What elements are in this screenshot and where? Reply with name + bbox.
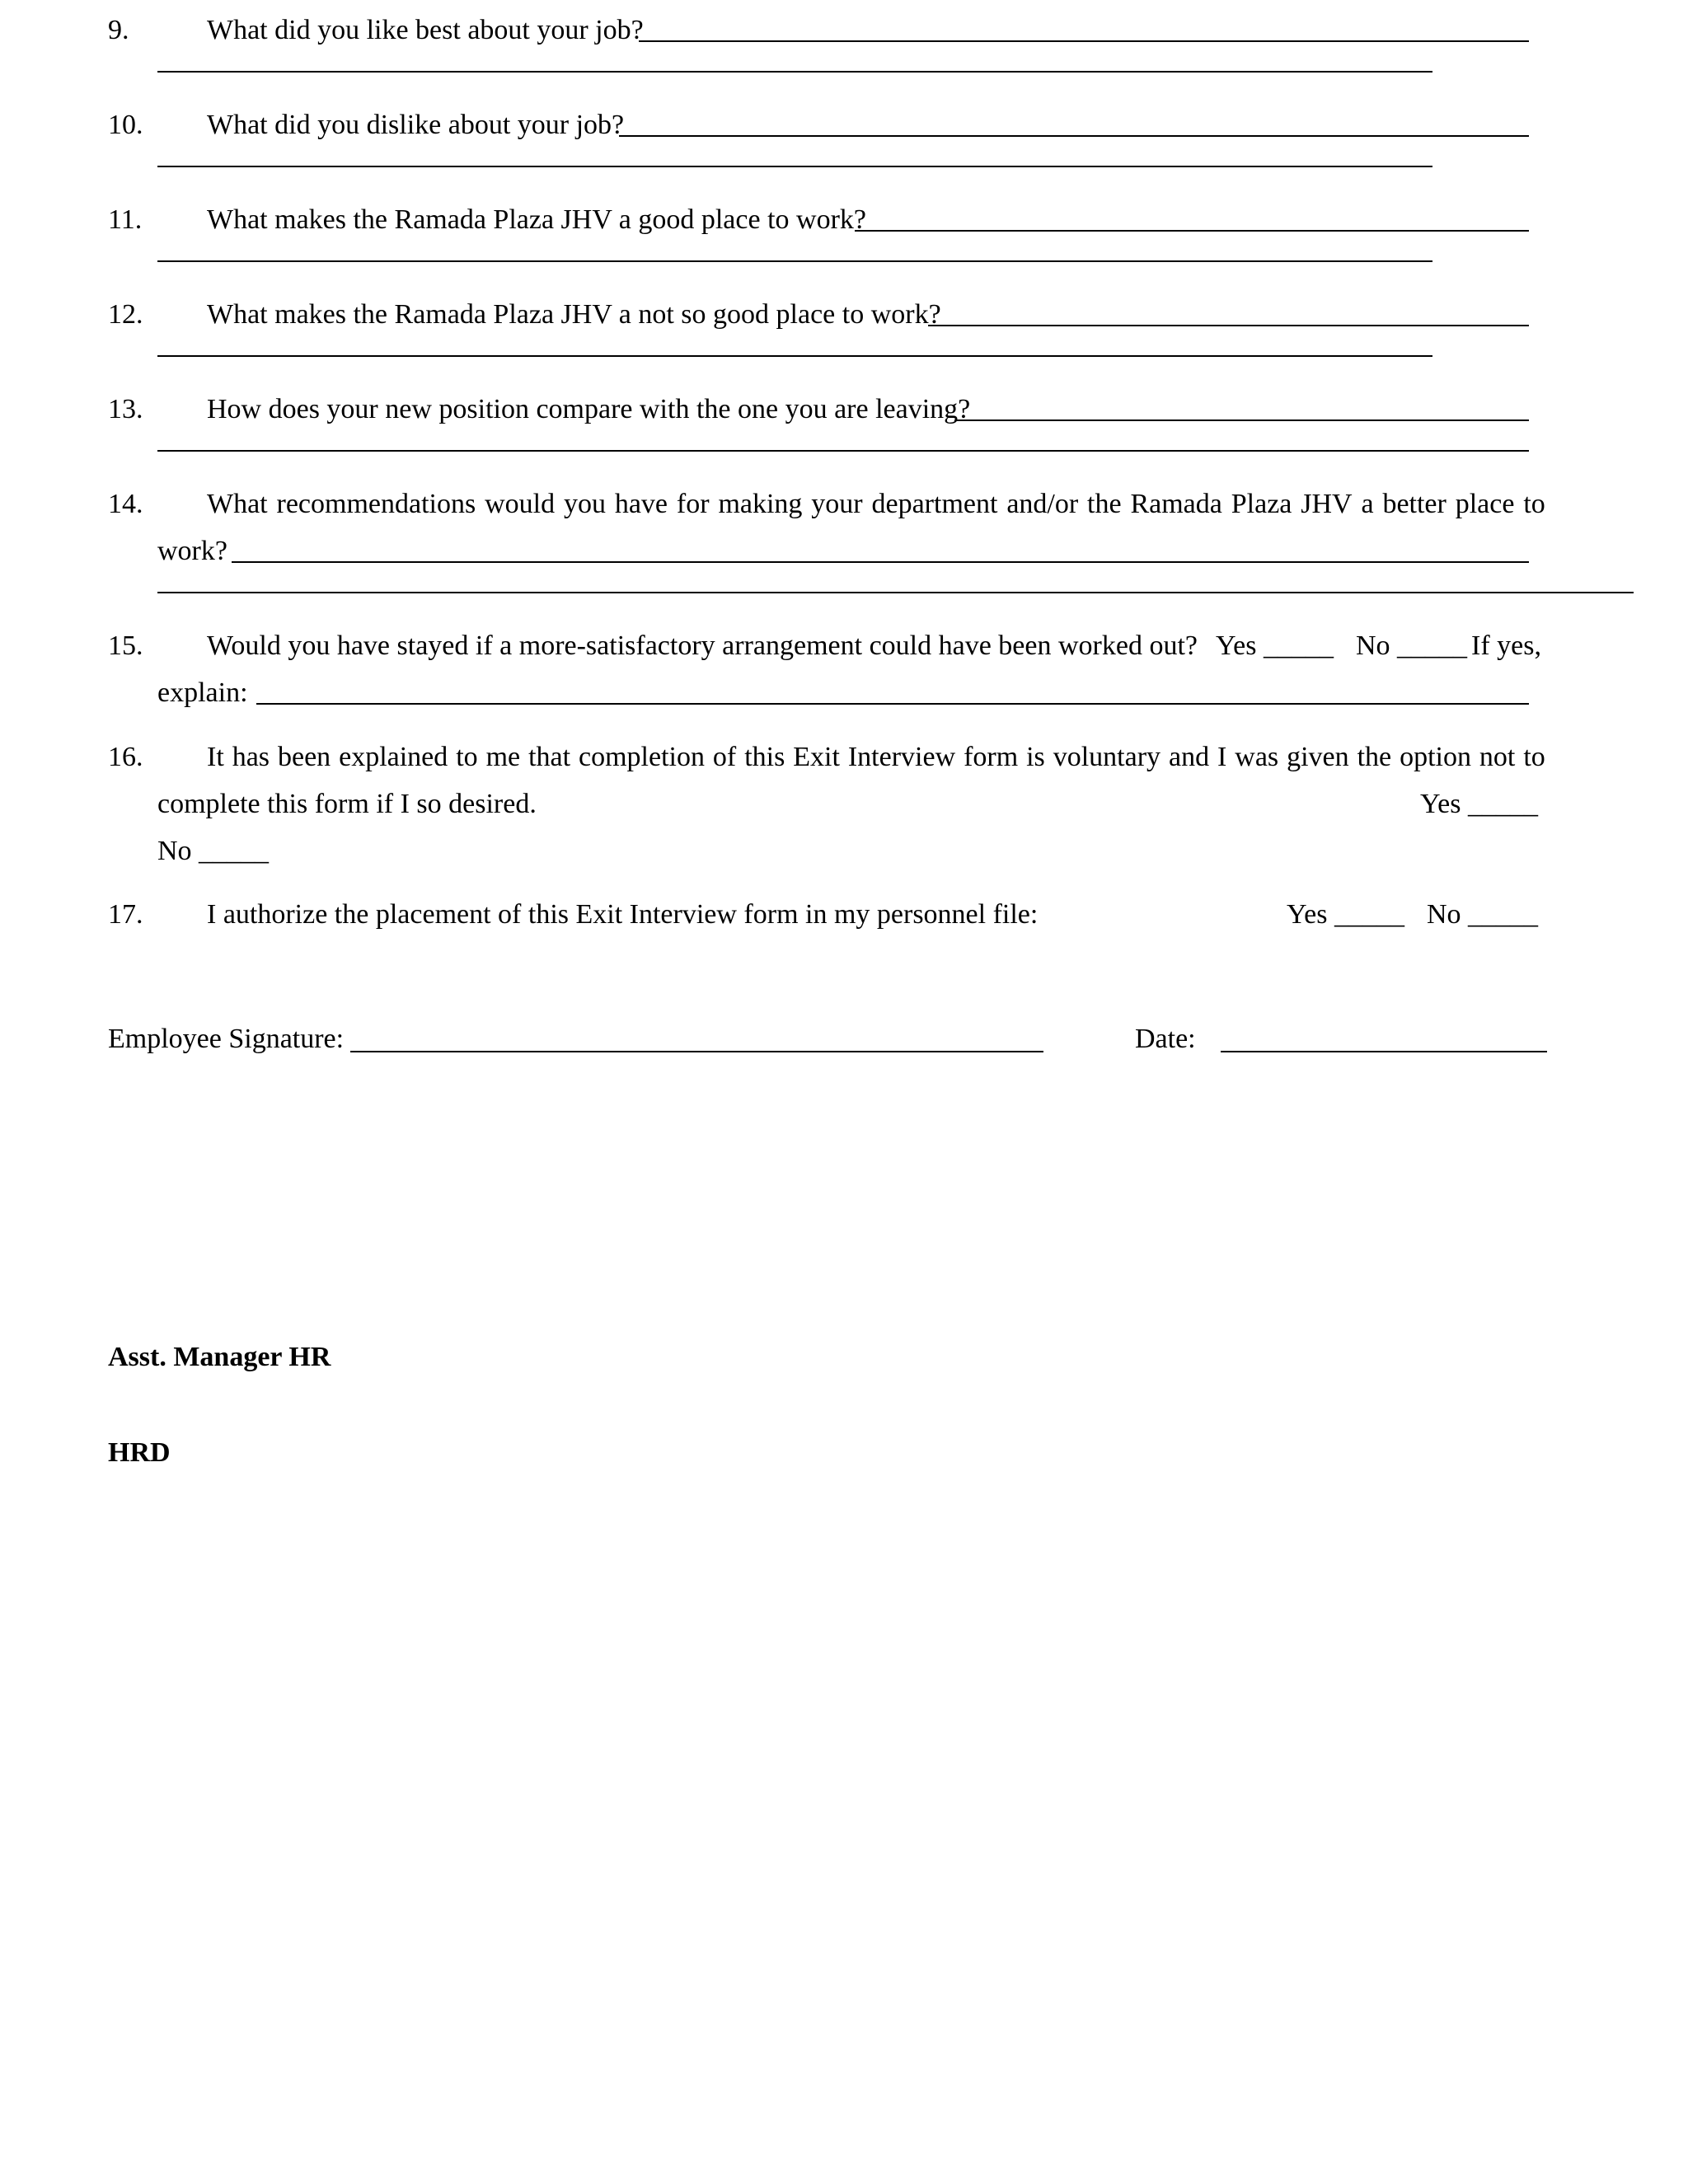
q15-word: could xyxy=(869,630,932,661)
q17-number: 17. xyxy=(108,899,143,930)
q15-word: out? xyxy=(1149,630,1198,661)
q16-word: completion xyxy=(579,742,705,772)
q9-number: 9. xyxy=(108,15,129,45)
q14-word: Plaza xyxy=(1231,489,1292,519)
hrd-label: HRD xyxy=(108,1437,171,1468)
q15-word: stayed xyxy=(396,630,469,661)
q13-answer-line-2[interactable] xyxy=(157,450,1529,452)
q14-text-cont: work? xyxy=(157,536,227,566)
q15-word: a xyxy=(499,630,513,661)
q14-word: Ramada xyxy=(1130,489,1222,519)
q14-word: JHV xyxy=(1301,489,1353,519)
q15-word: if xyxy=(475,630,493,661)
q16-word: this xyxy=(744,742,785,772)
q16-word: I xyxy=(1217,742,1227,772)
q16-word: of xyxy=(712,742,737,772)
q14-word: the xyxy=(1087,489,1122,519)
q14-word: place xyxy=(1455,489,1515,519)
employee-signature-label: Employee Signature: xyxy=(108,1024,345,1054)
q15-if-yes-label: If yes, xyxy=(1471,630,1541,661)
q16-word: option xyxy=(1400,742,1471,772)
q11-number: 11. xyxy=(108,204,143,235)
q12-text: What makes the Ramada Plaza JHV a not so good place to work? xyxy=(207,299,941,330)
q9-text: What did you like best about your job? xyxy=(207,15,644,45)
q15-text xyxy=(207,632,1198,660)
q16-word: been xyxy=(277,742,331,772)
q16-word: me xyxy=(485,742,521,772)
q16-word: to xyxy=(456,742,478,772)
q16-word: form xyxy=(964,742,1019,772)
q10-answer-line-2[interactable] xyxy=(157,166,1432,167)
date-label: Date: xyxy=(1135,1024,1196,1054)
q16-word: to xyxy=(1523,742,1545,772)
asst-manager-hr-label: Asst. Manager HR xyxy=(108,1342,331,1372)
q17-text: I authorize the placement of this Exit Interview form in my personnel file: xyxy=(207,899,1039,930)
q14-text xyxy=(207,490,1545,518)
q16-number: 16. xyxy=(108,742,143,772)
q14-number: 14. xyxy=(108,489,143,519)
q15-yes-option[interactable]: Yes _____ xyxy=(1216,630,1334,661)
q14-word: you xyxy=(563,489,606,519)
date-line[interactable] xyxy=(1221,1051,1547,1052)
q9-answer-line-1[interactable] xyxy=(639,40,1529,42)
q13-text: How does your new position compare with the one you are leaving? xyxy=(207,394,971,424)
q16-word: the xyxy=(1357,742,1392,772)
q16-word: given xyxy=(1287,742,1349,772)
q16-word: Exit xyxy=(793,742,840,772)
q14-answer-line-2[interactable] xyxy=(157,592,1634,593)
q15-explain-line[interactable] xyxy=(256,703,1529,705)
employee-signature-line[interactable] xyxy=(350,1051,1043,1052)
q15-word: Would xyxy=(207,630,281,661)
q16-word: and xyxy=(1168,742,1210,772)
q15-word: arrangement xyxy=(722,630,863,661)
q11-text: What makes the Ramada Plaza JHV a good place to work? xyxy=(207,204,866,235)
q16-word: Interview xyxy=(847,742,956,772)
q16-word: not xyxy=(1479,742,1516,772)
q16-word: explained xyxy=(339,742,448,772)
q16-no-option[interactable]: No _____ xyxy=(157,836,270,866)
q15-number: 15. xyxy=(108,630,143,661)
q10-answer-line-1[interactable] xyxy=(619,135,1529,137)
q16-word: has xyxy=(232,742,270,772)
q14-word: for xyxy=(676,489,710,519)
q10-text: What did you dislike about your job? xyxy=(207,110,625,140)
q14-word: What xyxy=(207,489,268,519)
q12-answer-line-2[interactable] xyxy=(157,355,1432,357)
q16-text-cont: complete this form if I so desired. xyxy=(157,789,537,819)
q11-answer-line-1[interactable] xyxy=(855,230,1529,232)
q15-text-cont: explain: xyxy=(157,677,248,708)
q10-number: 10. xyxy=(108,110,143,140)
q16-text xyxy=(207,743,1545,771)
q15-no-option[interactable]: No _____ xyxy=(1356,630,1468,661)
q14-answer-line-1[interactable] xyxy=(232,561,1529,563)
q15-word: have xyxy=(938,630,992,661)
q14-word: have xyxy=(614,489,668,519)
q15-word: worked xyxy=(1057,630,1142,661)
q17-yes-option[interactable]: Yes _____ xyxy=(1287,899,1404,930)
q14-word: recommendations xyxy=(276,489,476,519)
q16-yes-option[interactable]: Yes _____ xyxy=(1420,789,1538,819)
q12-answer-line-1[interactable] xyxy=(928,325,1529,326)
q14-word: and/or xyxy=(1006,489,1079,519)
q16-word: was xyxy=(1235,742,1279,772)
q12-number: 12. xyxy=(108,299,143,330)
q9-answer-line-2[interactable] xyxy=(157,71,1432,73)
q15-word: more-satisfactory xyxy=(518,630,715,661)
q15-word: you xyxy=(288,630,331,661)
q16-word: is xyxy=(1026,742,1045,772)
q16-word: It xyxy=(207,742,224,772)
q14-word: to xyxy=(1523,489,1545,519)
q13-answer-line-1[interactable] xyxy=(954,419,1529,421)
q14-word: your xyxy=(811,489,863,519)
q15-word: have xyxy=(336,630,391,661)
q17-no-option[interactable]: No _____ xyxy=(1427,899,1539,930)
q16-word: voluntary xyxy=(1053,742,1161,772)
q14-word: a xyxy=(1361,489,1374,519)
q16-word: that xyxy=(528,742,571,772)
q14-word: would xyxy=(485,489,556,519)
q14-word: department xyxy=(871,489,998,519)
q14-word: better xyxy=(1382,489,1447,519)
q11-answer-line-2[interactable] xyxy=(157,260,1432,262)
q15-word: been xyxy=(998,630,1052,661)
q14-word: making xyxy=(718,489,803,519)
q13-number: 13. xyxy=(108,394,143,424)
